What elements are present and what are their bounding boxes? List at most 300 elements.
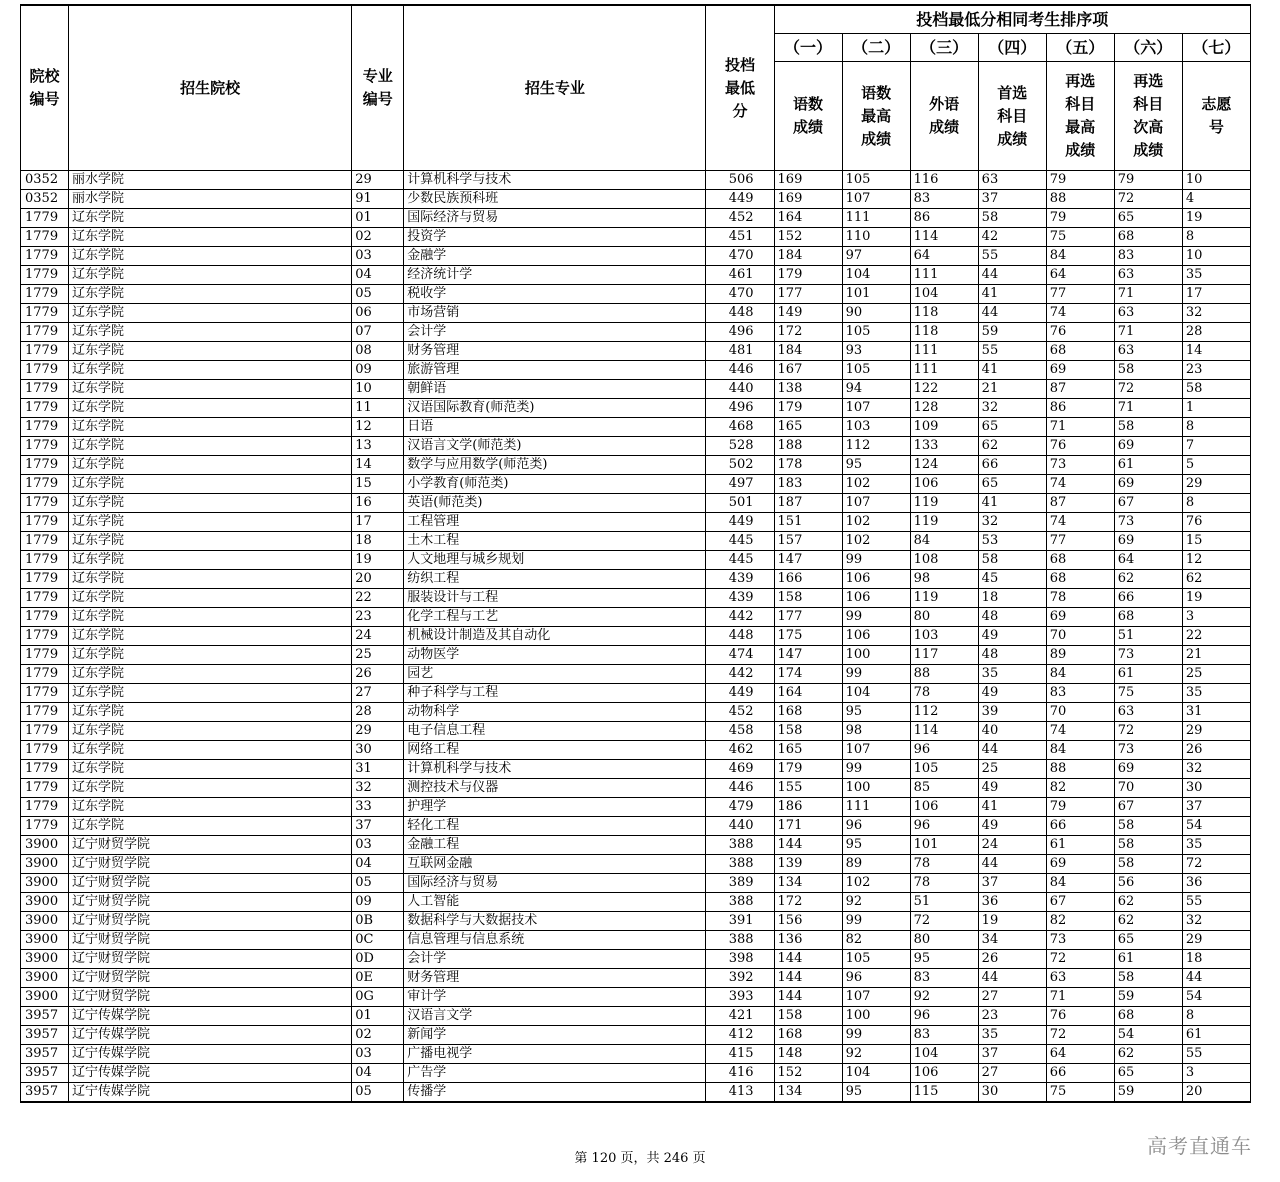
- cell-school-name: 辽宁传媒学院: [69, 1007, 352, 1026]
- header-school-code: 院校 编号: [21, 5, 69, 171]
- cell-major-name: 护理学: [404, 798, 706, 817]
- cell-school-name: 辽东学院: [69, 266, 352, 285]
- cell-score-2: 102: [842, 475, 910, 494]
- table-row: [21, 380, 1251, 399]
- table-row: [21, 779, 1251, 798]
- header-sub-number: （四）: [978, 34, 1046, 62]
- cell-score-5: 66: [1046, 817, 1114, 836]
- cell-min-score: 413: [706, 1083, 774, 1103]
- cell-score-1: 134: [774, 874, 842, 893]
- cell-score-1: 175: [774, 627, 842, 646]
- cell-score-1: 171: [774, 817, 842, 836]
- cell-major-code: 24: [352, 627, 404, 646]
- cell-major-name: 机械设计制造及其自动化: [404, 627, 706, 646]
- cell-school-name: 辽东学院: [69, 513, 352, 532]
- cell-major-code: 09: [352, 893, 404, 912]
- cell-choice-no: 8: [1182, 1007, 1250, 1026]
- cell-score-3: 108: [910, 551, 978, 570]
- header-sub-number: （七）: [1182, 34, 1250, 62]
- cell-score-1: 158: [774, 722, 842, 741]
- cell-score-3: 122: [910, 380, 978, 399]
- cell-school-name: 辽东学院: [69, 209, 352, 228]
- cell-min-score: 388: [706, 893, 774, 912]
- cell-major-code: 0E: [352, 969, 404, 988]
- cell-choice-no: 32: [1182, 912, 1250, 931]
- cell-score-1: 165: [774, 741, 842, 760]
- cell-major-name: 园艺: [404, 665, 706, 684]
- cell-school-code: 1779: [21, 798, 69, 817]
- cell-score-5: 82: [1046, 779, 1114, 798]
- cell-major-code: 02: [352, 228, 404, 247]
- cell-min-score: 452: [706, 209, 774, 228]
- cell-score-5: 87: [1046, 494, 1114, 513]
- cell-score-4: 40: [978, 722, 1046, 741]
- watermark-text: 高考直通车: [1147, 1134, 1252, 1158]
- cell-major-code: 29: [352, 171, 404, 190]
- cell-major-code: 04: [352, 855, 404, 874]
- table-row: [21, 456, 1251, 475]
- cell-choice-no: 7: [1182, 437, 1250, 456]
- cell-score-3: 105: [910, 760, 978, 779]
- cell-school-code: 1779: [21, 361, 69, 380]
- cell-score-4: 45: [978, 570, 1046, 589]
- cell-score-3: 85: [910, 779, 978, 798]
- cell-score-6: 70: [1114, 779, 1182, 798]
- cell-score-6: 58: [1114, 855, 1182, 874]
- table-row: [21, 513, 1251, 532]
- cell-school-code: 1779: [21, 570, 69, 589]
- cell-major-name: 纺织工程: [404, 570, 706, 589]
- cell-score-3: 96: [910, 1007, 978, 1026]
- cell-score-5: 84: [1046, 247, 1114, 266]
- cell-score-5: 79: [1046, 209, 1114, 228]
- cell-score-5: 84: [1046, 665, 1114, 684]
- cell-score-1: 174: [774, 665, 842, 684]
- cell-score-1: 188: [774, 437, 842, 456]
- cell-score-3: 88: [910, 665, 978, 684]
- cell-major-name: 人文地理与城乡规划: [404, 551, 706, 570]
- table-row: [21, 589, 1251, 608]
- cell-score-4: 44: [978, 266, 1046, 285]
- cell-score-5: 69: [1046, 608, 1114, 627]
- cell-school-name: 辽宁财贸学院: [69, 988, 352, 1007]
- cell-score-6: 64: [1114, 551, 1182, 570]
- header-school-name: 招生院校: [69, 5, 352, 171]
- cell-score-4: 27: [978, 988, 1046, 1007]
- cell-score-5: 76: [1046, 437, 1114, 456]
- cell-min-score: 421: [706, 1007, 774, 1026]
- cell-major-name: 广告学: [404, 1064, 706, 1083]
- cell-score-5: 69: [1046, 361, 1114, 380]
- table-row: [21, 399, 1251, 418]
- cell-major-code: 32: [352, 779, 404, 798]
- cell-score-5: 88: [1046, 190, 1114, 209]
- cell-score-3: 104: [910, 285, 978, 304]
- cell-min-score: 462: [706, 741, 774, 760]
- header-sub-label: 语数 成绩: [774, 62, 842, 171]
- cell-school-code: 3900: [21, 988, 69, 1007]
- cell-school-code: 1779: [21, 665, 69, 684]
- cell-score-6: 72: [1114, 190, 1182, 209]
- cell-school-code: 3957: [21, 1007, 69, 1026]
- cell-choice-no: 35: [1182, 684, 1250, 703]
- cell-choice-no: 61: [1182, 1026, 1250, 1045]
- cell-school-name: 辽宁财贸学院: [69, 836, 352, 855]
- cell-score-6: 56: [1114, 874, 1182, 893]
- cell-score-4: 49: [978, 627, 1046, 646]
- cell-score-1: 172: [774, 323, 842, 342]
- cell-choice-no: 29: [1182, 722, 1250, 741]
- cell-major-name: 税收学: [404, 285, 706, 304]
- cell-score-5: 67: [1046, 893, 1114, 912]
- cell-score-1: 149: [774, 304, 842, 323]
- table-row: [21, 285, 1251, 304]
- cell-score-3: 78: [910, 855, 978, 874]
- cell-major-name: 工程管理: [404, 513, 706, 532]
- cell-min-score: 446: [706, 361, 774, 380]
- cell-score-3: 114: [910, 228, 978, 247]
- cell-score-1: 164: [774, 209, 842, 228]
- cell-school-name: 辽东学院: [69, 475, 352, 494]
- cell-school-name: 辽东学院: [69, 798, 352, 817]
- cell-score-6: 75: [1114, 684, 1182, 703]
- table-row: [21, 703, 1251, 722]
- cell-score-6: 68: [1114, 1007, 1182, 1026]
- cell-choice-no: 31: [1182, 703, 1250, 722]
- cell-major-name: 审计学: [404, 988, 706, 1007]
- cell-score-5: 77: [1046, 532, 1114, 551]
- cell-score-6: 66: [1114, 589, 1182, 608]
- cell-score-2: 82: [842, 931, 910, 950]
- cell-school-code: 3900: [21, 969, 69, 988]
- cell-choice-no: 62: [1182, 570, 1250, 589]
- cell-choice-no: 1: [1182, 399, 1250, 418]
- cell-score-5: 75: [1046, 1083, 1114, 1103]
- cell-score-4: 65: [978, 475, 1046, 494]
- cell-school-name: 辽宁财贸学院: [69, 874, 352, 893]
- cell-min-score: 497: [706, 475, 774, 494]
- cell-choice-no: 23: [1182, 361, 1250, 380]
- cell-score-1: 179: [774, 266, 842, 285]
- cell-score-6: 61: [1114, 456, 1182, 475]
- table-row: [21, 1007, 1251, 1026]
- cell-score-4: 30: [978, 1083, 1046, 1103]
- cell-score-4: 41: [978, 494, 1046, 513]
- cell-major-name: 种子科学与工程: [404, 684, 706, 703]
- cell-choice-no: 12: [1182, 551, 1250, 570]
- cell-score-6: 65: [1114, 209, 1182, 228]
- cell-score-4: 49: [978, 684, 1046, 703]
- cell-major-name: 动物医学: [404, 646, 706, 665]
- cell-score-3: 109: [910, 418, 978, 437]
- cell-min-score: 528: [706, 437, 774, 456]
- cell-school-code: 0352: [21, 171, 69, 190]
- cell-score-4: 32: [978, 399, 1046, 418]
- cell-score-6: 59: [1114, 1083, 1182, 1103]
- cell-score-2: 102: [842, 532, 910, 551]
- cell-score-2: 98: [842, 722, 910, 741]
- cell-score-3: 119: [910, 589, 978, 608]
- cell-score-1: 168: [774, 1026, 842, 1045]
- header-sub-label: 语数 最高 成绩: [842, 62, 910, 171]
- cell-score-2: 99: [842, 608, 910, 627]
- cell-school-name: 辽东学院: [69, 608, 352, 627]
- cell-score-5: 84: [1046, 874, 1114, 893]
- cell-school-code: 1779: [21, 456, 69, 475]
- cell-score-4: 44: [978, 304, 1046, 323]
- table-row: [21, 817, 1251, 836]
- cell-score-4: 23: [978, 1007, 1046, 1026]
- cell-school-code: 0352: [21, 190, 69, 209]
- cell-score-1: 166: [774, 570, 842, 589]
- cell-score-4: 44: [978, 969, 1046, 988]
- cell-school-code: 3900: [21, 950, 69, 969]
- cell-choice-no: 30: [1182, 779, 1250, 798]
- cell-school-name: 辽东学院: [69, 418, 352, 437]
- cell-score-2: 106: [842, 589, 910, 608]
- cell-school-name: 辽东学院: [69, 342, 352, 361]
- cell-school-code: 3900: [21, 912, 69, 931]
- cell-min-score: 468: [706, 418, 774, 437]
- cell-score-2: 99: [842, 1026, 910, 1045]
- cell-major-code: 05: [352, 285, 404, 304]
- cell-score-4: 41: [978, 285, 1046, 304]
- cell-score-5: 74: [1046, 475, 1114, 494]
- cell-school-code: 1779: [21, 342, 69, 361]
- cell-score-3: 118: [910, 304, 978, 323]
- cell-score-3: 106: [910, 798, 978, 817]
- cell-major-name: 化学工程与工艺: [404, 608, 706, 627]
- cell-score-1: 147: [774, 551, 842, 570]
- header-major-code: 专业 编号: [352, 5, 404, 171]
- cell-min-score: 458: [706, 722, 774, 741]
- cell-score-2: 95: [842, 1083, 910, 1103]
- cell-score-3: 96: [910, 817, 978, 836]
- cell-score-6: 67: [1114, 494, 1182, 513]
- cell-major-name: 数学与应用数学(师范类): [404, 456, 706, 475]
- cell-score-2: 106: [842, 570, 910, 589]
- cell-min-score: 479: [706, 798, 774, 817]
- cell-major-code: 03: [352, 247, 404, 266]
- cell-score-6: 58: [1114, 836, 1182, 855]
- cell-major-code: 07: [352, 323, 404, 342]
- cell-major-name: 信息管理与信息系统: [404, 931, 706, 950]
- cell-score-3: 83: [910, 190, 978, 209]
- cell-choice-no: 29: [1182, 475, 1250, 494]
- cell-major-code: 15: [352, 475, 404, 494]
- cell-min-score: 502: [706, 456, 774, 475]
- table-row: [21, 988, 1251, 1007]
- cell-score-2: 107: [842, 741, 910, 760]
- cell-score-6: 69: [1114, 760, 1182, 779]
- table-row: [21, 1026, 1251, 1045]
- table-row: [21, 608, 1251, 627]
- cell-score-5: 76: [1046, 323, 1114, 342]
- cell-min-score: 445: [706, 551, 774, 570]
- cell-score-2: 95: [842, 836, 910, 855]
- cell-major-name: 网络工程: [404, 741, 706, 760]
- cell-score-4: 41: [978, 798, 1046, 817]
- cell-choice-no: 19: [1182, 209, 1250, 228]
- cell-school-name: 辽宁财贸学院: [69, 912, 352, 931]
- cell-min-score: 388: [706, 855, 774, 874]
- cell-major-name: 电子信息工程: [404, 722, 706, 741]
- header-sub-number: （二）: [842, 34, 910, 62]
- cell-score-6: 62: [1114, 570, 1182, 589]
- cell-min-score: 393: [706, 988, 774, 1007]
- cell-min-score: 398: [706, 950, 774, 969]
- cell-score-6: 63: [1114, 342, 1182, 361]
- table-row: [21, 627, 1251, 646]
- cell-choice-no: 54: [1182, 988, 1250, 1007]
- cell-school-code: 1779: [21, 760, 69, 779]
- cell-major-code: 20: [352, 570, 404, 589]
- table-row: [21, 798, 1251, 817]
- cell-score-2: 104: [842, 266, 910, 285]
- cell-major-code: 03: [352, 836, 404, 855]
- cell-score-5: 68: [1046, 342, 1114, 361]
- table-row: [21, 171, 1251, 190]
- cell-score-3: 84: [910, 532, 978, 551]
- cell-score-6: 63: [1114, 703, 1182, 722]
- cell-major-code: 28: [352, 703, 404, 722]
- cell-major-name: 金融学: [404, 247, 706, 266]
- cell-score-6: 58: [1114, 418, 1182, 437]
- header-sub-label: 志愿 号: [1182, 62, 1250, 171]
- cell-major-code: 26: [352, 665, 404, 684]
- cell-school-code: 1779: [21, 741, 69, 760]
- cell-score-1: 183: [774, 475, 842, 494]
- cell-school-name: 辽宁传媒学院: [69, 1026, 352, 1045]
- cell-score-1: 158: [774, 589, 842, 608]
- cell-choice-no: 10: [1182, 247, 1250, 266]
- cell-major-code: 29: [352, 722, 404, 741]
- cell-min-score: 416: [706, 1064, 774, 1083]
- cell-score-2: 97: [842, 247, 910, 266]
- cell-choice-no: 4: [1182, 190, 1250, 209]
- cell-min-score: 496: [706, 399, 774, 418]
- cell-score-2: 96: [842, 969, 910, 988]
- header-sub-label: 再选 科目 最高 成绩: [1046, 62, 1114, 171]
- cell-school-name: 辽宁财贸学院: [69, 969, 352, 988]
- cell-major-name: 日语: [404, 418, 706, 437]
- cell-major-name: 数据科学与大数据技术: [404, 912, 706, 931]
- cell-score-4: 35: [978, 1026, 1046, 1045]
- header-sub-number: （三）: [910, 34, 978, 62]
- cell-choice-no: 5: [1182, 456, 1250, 475]
- cell-score-1: 144: [774, 988, 842, 1007]
- cell-score-1: 167: [774, 361, 842, 380]
- cell-score-6: 58: [1114, 817, 1182, 836]
- cell-school-name: 辽东学院: [69, 817, 352, 836]
- header-sub-number: （五）: [1046, 34, 1114, 62]
- cell-choice-no: 32: [1182, 304, 1250, 323]
- cell-major-name: 广播电视学: [404, 1045, 706, 1064]
- cell-min-score: 442: [706, 608, 774, 627]
- cell-school-name: 辽东学院: [69, 494, 352, 513]
- cell-score-5: 84: [1046, 741, 1114, 760]
- cell-score-4: 25: [978, 760, 1046, 779]
- cell-score-2: 104: [842, 684, 910, 703]
- cell-score-4: 55: [978, 342, 1046, 361]
- cell-score-5: 71: [1046, 988, 1114, 1007]
- cell-major-name: 新闻学: [404, 1026, 706, 1045]
- cell-min-score: 501: [706, 494, 774, 513]
- cell-score-4: 49: [978, 779, 1046, 798]
- cell-major-name: 汉语言文学(师范类): [404, 437, 706, 456]
- cell-score-5: 73: [1046, 931, 1114, 950]
- table-row: [21, 950, 1251, 969]
- cell-major-code: 91: [352, 190, 404, 209]
- cell-choice-no: 17: [1182, 285, 1250, 304]
- cell-min-score: 469: [706, 760, 774, 779]
- table-row: [21, 1045, 1251, 1064]
- cell-score-6: 72: [1114, 380, 1182, 399]
- cell-major-code: 06: [352, 304, 404, 323]
- cell-school-code: 1779: [21, 722, 69, 741]
- cell-score-1: 151: [774, 513, 842, 532]
- cell-school-code: 1779: [21, 494, 69, 513]
- cell-major-name: 少数民族预科班: [404, 190, 706, 209]
- cell-major-code: 04: [352, 1064, 404, 1083]
- cell-score-4: 65: [978, 418, 1046, 437]
- cell-school-name: 辽东学院: [69, 703, 352, 722]
- cell-school-code: 3900: [21, 855, 69, 874]
- table-row: [21, 266, 1251, 285]
- cell-score-1: 169: [774, 171, 842, 190]
- cell-score-1: 157: [774, 532, 842, 551]
- cell-min-score: 388: [706, 931, 774, 950]
- cell-school-code: 1779: [21, 437, 69, 456]
- table-row: [21, 836, 1251, 855]
- cell-score-2: 102: [842, 874, 910, 893]
- table-row: [21, 475, 1251, 494]
- cell-school-name: 辽东学院: [69, 228, 352, 247]
- cell-score-5: 70: [1046, 703, 1114, 722]
- cell-major-name: 会计学: [404, 323, 706, 342]
- cell-major-code: 12: [352, 418, 404, 437]
- cell-choice-no: 20: [1182, 1083, 1250, 1103]
- cell-score-3: 104: [910, 1045, 978, 1064]
- cell-school-name: 辽东学院: [69, 589, 352, 608]
- cell-score-2: 95: [842, 703, 910, 722]
- cell-score-1: 139: [774, 855, 842, 874]
- cell-score-6: 63: [1114, 304, 1182, 323]
- cell-major-code: 11: [352, 399, 404, 418]
- table-row: [21, 684, 1251, 703]
- cell-school-name: 辽宁传媒学院: [69, 1045, 352, 1064]
- cell-score-1: 152: [774, 228, 842, 247]
- cell-score-3: 112: [910, 703, 978, 722]
- table-row: [21, 874, 1251, 893]
- cell-school-code: 1779: [21, 532, 69, 551]
- cell-choice-no: 18: [1182, 950, 1250, 969]
- cell-score-6: 65: [1114, 931, 1182, 950]
- cell-major-code: 09: [352, 361, 404, 380]
- cell-score-6: 51: [1114, 627, 1182, 646]
- cell-min-score: 452: [706, 703, 774, 722]
- cell-min-score: 440: [706, 817, 774, 836]
- cell-school-code: 1779: [21, 589, 69, 608]
- admission-table: [20, 4, 1251, 1103]
- table-row: [21, 304, 1251, 323]
- cell-major-name: 传播学: [404, 1083, 706, 1103]
- header-sub-label: 首选 科目 成绩: [978, 62, 1046, 171]
- cell-major-code: 30: [352, 741, 404, 760]
- cell-choice-no: 76: [1182, 513, 1250, 532]
- cell-score-2: 92: [842, 893, 910, 912]
- header-sub-number: （一）: [774, 34, 842, 62]
